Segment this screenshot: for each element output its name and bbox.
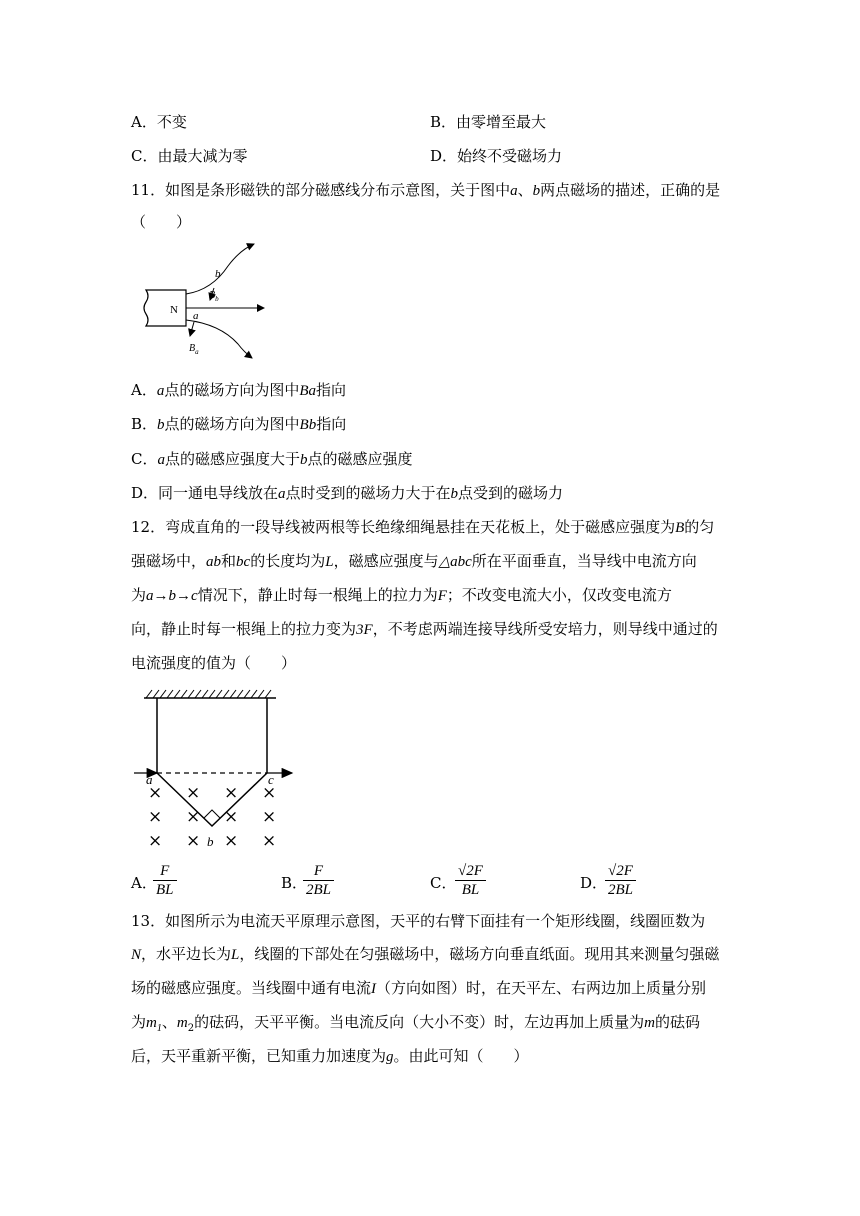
option-b: B．由零增至最大 bbox=[430, 113, 547, 131]
q12-option-a-fraction: $\frac{F}{BL}$ bbox=[153, 862, 177, 899]
q12-option-c-fraction: $\frac{√2F}{BL}$ bbox=[455, 862, 486, 899]
q12-stem-line3: 为a→b→c情况下，静止时每一根绳上的拉力为F；不改变电流大小，仅改变电流方 bbox=[131, 586, 672, 604]
q12-option-b-label: B． bbox=[281, 874, 308, 892]
q12-option-b-fraction: $\frac{F}{2BL}$ bbox=[303, 862, 334, 899]
q12-stem-line5: 电流强度的值为（ ） bbox=[131, 654, 297, 672]
q11-option-a: A．a点的磁场方向为图中Ba指向 bbox=[131, 381, 347, 399]
option-a: A．不变 bbox=[131, 113, 187, 131]
field-cross: × bbox=[186, 783, 201, 803]
point-a-label: a bbox=[146, 772, 153, 787]
q12-option-a-label: A． bbox=[131, 874, 157, 892]
field-cross: × bbox=[186, 831, 201, 851]
q11-option-c: C．a点的磁感应强度大于b点的磁感应强度 bbox=[131, 450, 413, 468]
field-cross: × bbox=[186, 807, 201, 827]
field-cross: × bbox=[224, 807, 239, 827]
q12-option-d-fraction: $\frac{√2F}{2BL}$ bbox=[605, 862, 636, 899]
vector-ba-label: $B_a$ bbox=[189, 343, 199, 356]
field-cross: × bbox=[148, 783, 163, 803]
q11-option-b: B．b点的磁场方向为图中Bb指向 bbox=[131, 415, 347, 433]
q12-option-d-label: D． bbox=[580, 874, 608, 892]
q12-stem-line2: 强磁场中，ab和bc的长度均为L，磁感应强度与△abc所在平面垂直，当导线中电流方向 bbox=[131, 552, 697, 570]
field-cross: × bbox=[262, 783, 277, 803]
q13-stem-line4: 为$m_1$、$m_2$的砝码，天平平衡。当电流反向（大小不变）时，左边再加上质量为m的砝码 bbox=[131, 1013, 700, 1034]
q13-stem-line2: N，水平边长为L，线圈的下部处在匀强磁场中，磁场方向垂直纸面。现用其来测量匀强磁 bbox=[131, 945, 720, 963]
point-b-label: b bbox=[215, 268, 221, 280]
q13-stem-line1: 13．如图所示为电流天平原理示意图，天平的右臂下面挂有一个矩形线圈，线圈匝数为 bbox=[131, 912, 706, 930]
field-cross: × bbox=[224, 783, 239, 803]
option-d: D．始终不受磁场力 bbox=[430, 147, 563, 165]
magnet-n-label: N bbox=[170, 304, 178, 316]
q12-stem-line4: 向，静止时每一根绳上的拉力变为3F，不考虑两端连接导线所受安培力，则导线中通过的 bbox=[131, 620, 718, 638]
field-cross: × bbox=[148, 807, 163, 827]
option-c: C．由最大减为零 bbox=[131, 147, 248, 165]
q12-option-c-label: C． bbox=[430, 874, 457, 892]
field-cross: × bbox=[262, 807, 277, 827]
field-cross: × bbox=[262, 831, 277, 851]
field-cross: × bbox=[224, 831, 239, 851]
q11-stem: 11．如图是条形磁铁的部分磁感线分布示意图，关于图中a、b两点磁场的描述，正确的是 bbox=[131, 181, 721, 199]
field-cross: × bbox=[148, 831, 163, 851]
q13-stem-line3: 场的磁感应强度。当线圈中通有电流I（方向如图）时，在天平左、右两边加上质量分别 bbox=[131, 979, 707, 997]
point-a-label: a bbox=[193, 310, 199, 322]
q11-answer-paren: （ ） bbox=[131, 213, 192, 231]
q13-stem-line5: 后，天平重新平衡，已知重力加速度为g。由此可知（ ） bbox=[131, 1047, 529, 1065]
point-b-label: b bbox=[207, 834, 214, 849]
q11-option-d: D．同一通电导线放在a点时受到的磁场力大于在b点受到的磁场力 bbox=[131, 484, 564, 502]
q12-stem-line1: 12．弯成直角的一段导线被两根等长绝缘细绳悬挂在天花板上，处于磁感应强度为B的匀 bbox=[131, 518, 715, 536]
vector-bb-label: $B_b$ bbox=[209, 290, 219, 303]
point-c-label: c bbox=[268, 772, 274, 787]
